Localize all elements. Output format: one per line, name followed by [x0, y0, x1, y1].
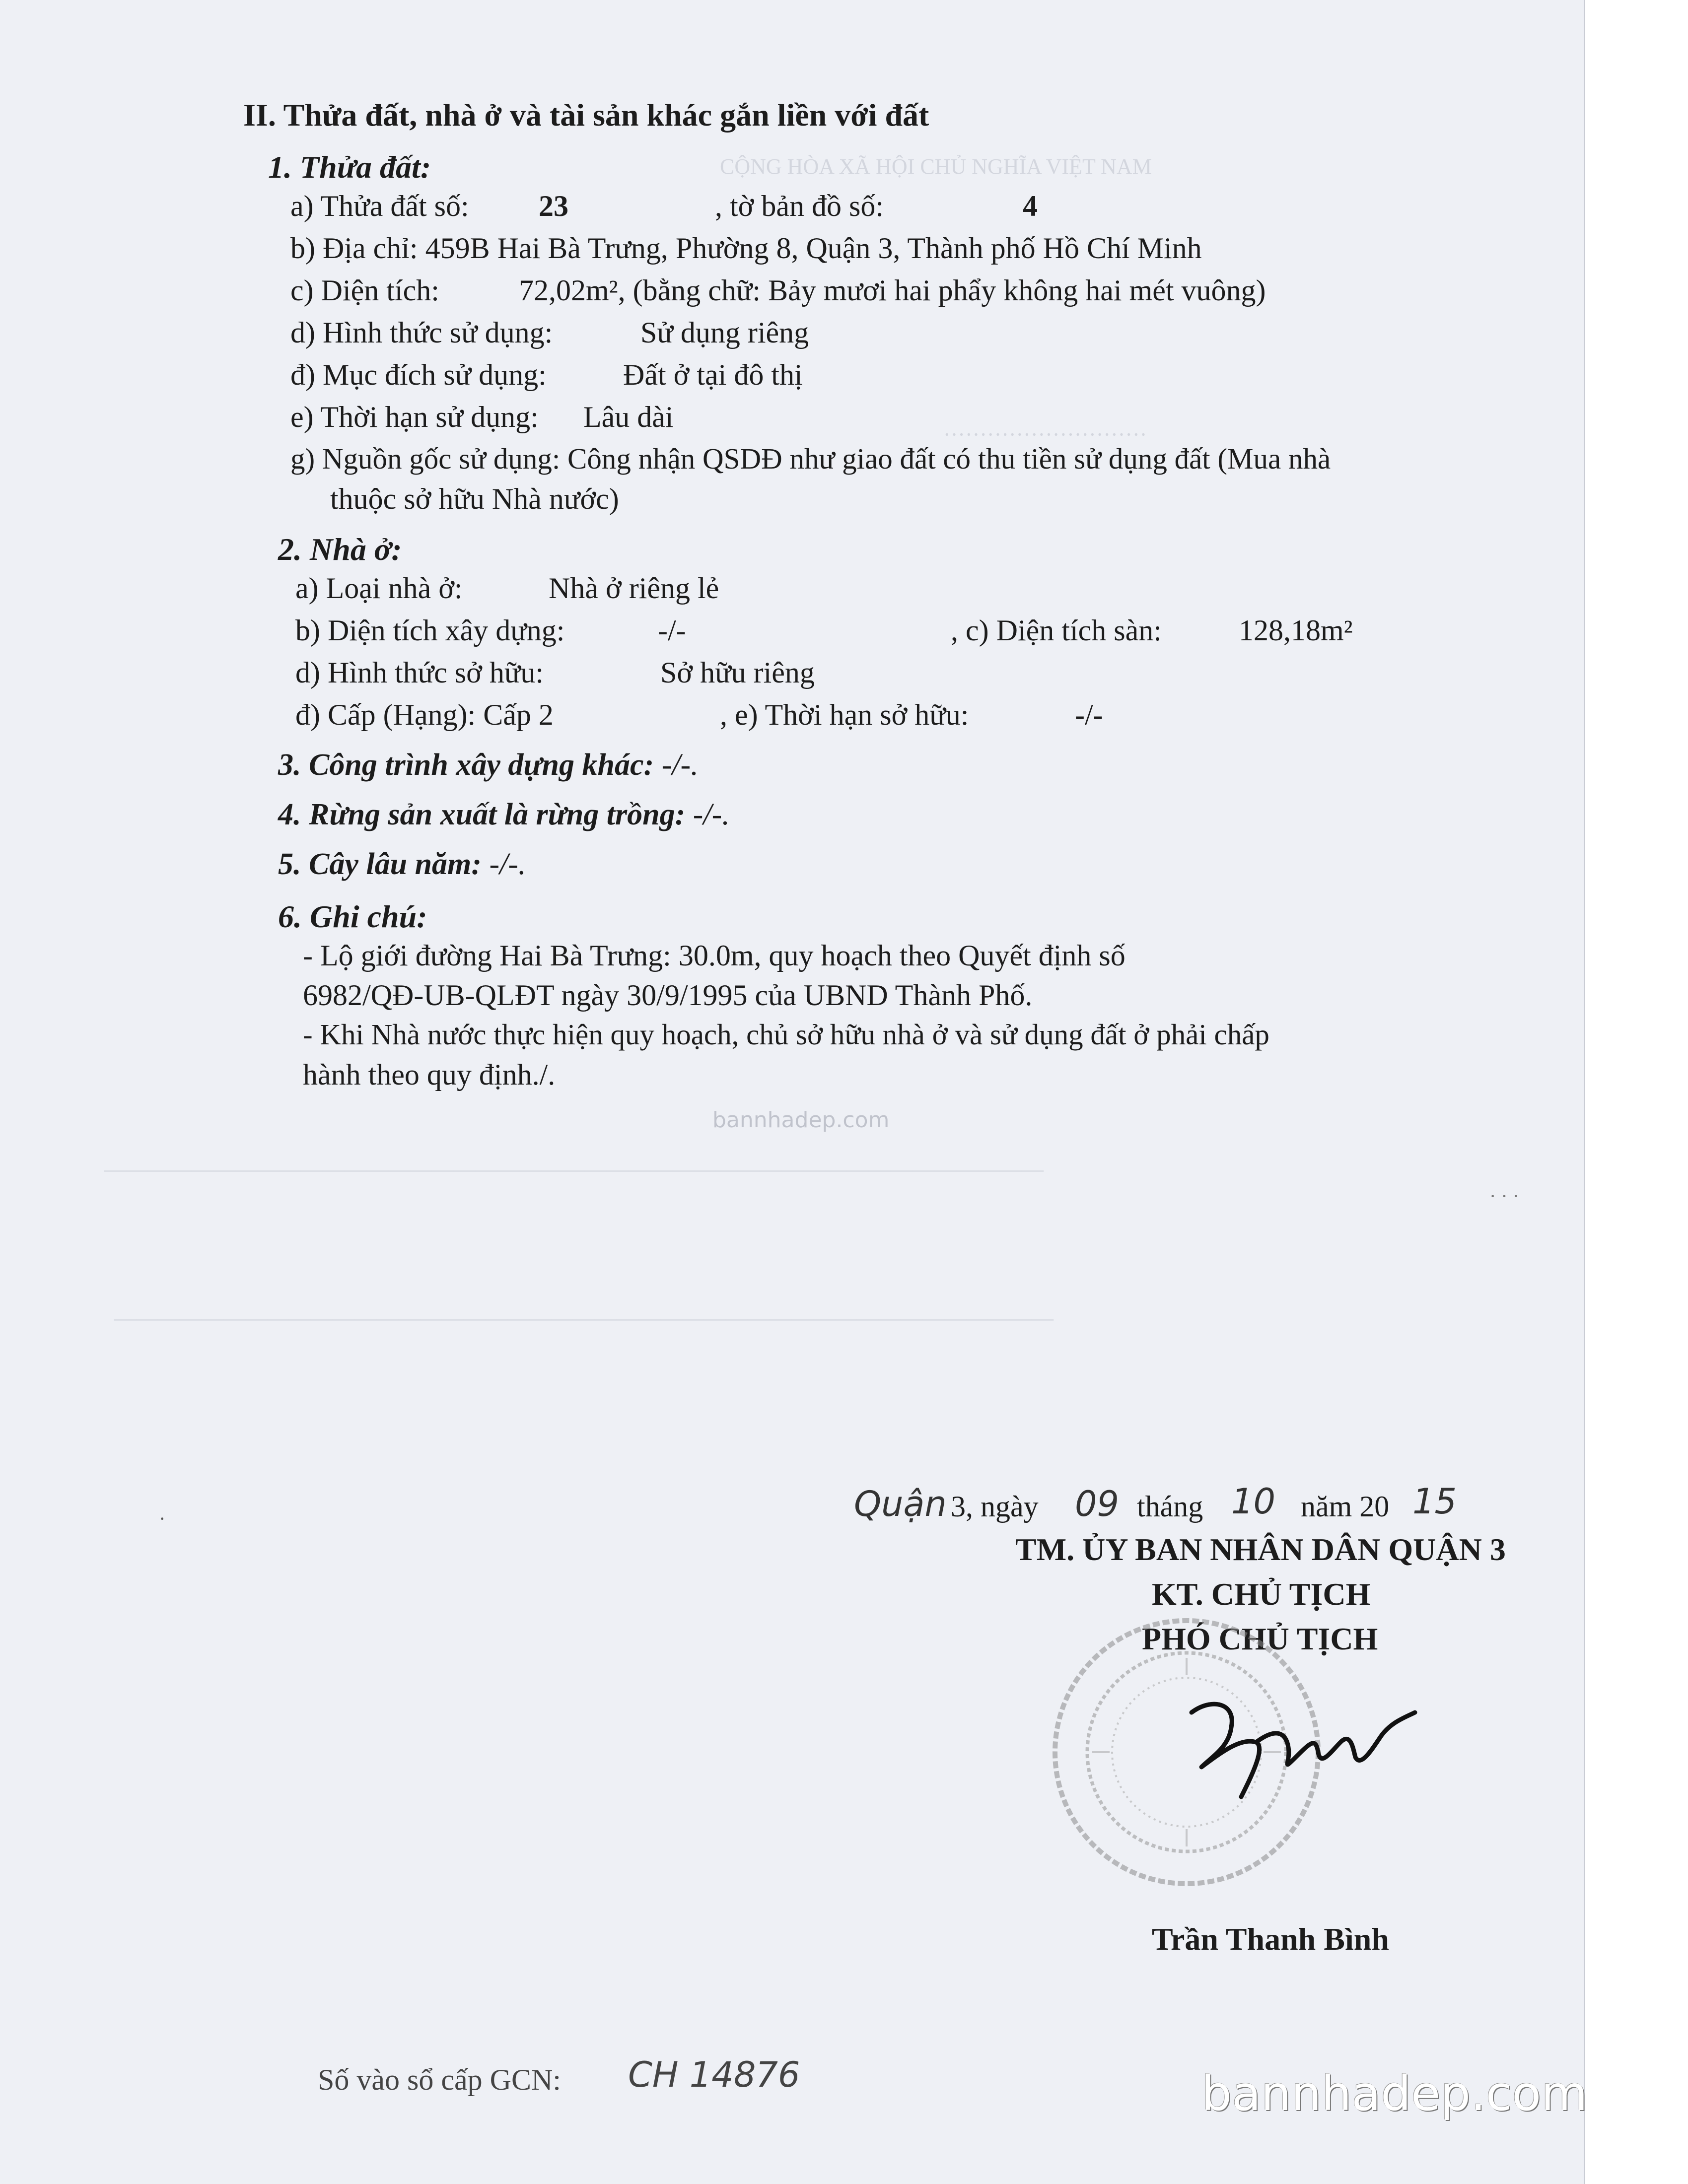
signature-icon	[1182, 1693, 1440, 1812]
build-area-value: -/-	[658, 614, 686, 647]
signer-position-1: KT. CHỦ TỊCH	[1152, 1576, 1371, 1612]
term-label: e) Thời hạn sử dụng:	[290, 401, 539, 433]
own-term-label: , e) Thời hạn sở hữu:	[720, 698, 969, 731]
other-construction-value: -/-.	[661, 748, 699, 782]
registry-label: Số vào sổ cấp GCN:	[318, 2063, 561, 2096]
forest-label: 4. Rừng sản xuất là rừng trồng:	[278, 798, 686, 831]
date-year-label: năm 20	[1301, 1490, 1390, 1523]
build-area-label: b) Diện tích xây dựng:	[295, 614, 565, 647]
perennial-label: 5. Cây lâu năm:	[278, 847, 482, 881]
section-title: II. Thửa đất, nhà ở và tài sản khác gắn liền với đất	[243, 97, 929, 133]
date-place-handwritten: Quận	[854, 1484, 947, 1524]
address-line: b) Địa chỉ: 459B Hai Bà Trưng, Phường 8, Quận 3, Thành phố Hồ Chí Minh	[290, 232, 1202, 265]
grade-line: đ) Cấp (Hạng): Cấp 2	[295, 698, 554, 731]
bleed-through-text: CỘNG HÒA XÃ HỘI CHỦ NGHĨA VIỆT NAM	[720, 154, 1152, 179]
map-sheet-number: 4	[1023, 190, 1038, 222]
signer-organization: TM. ỦY BAN NHÂN DÂN QUẬN 3	[1015, 1532, 1506, 1567]
date-place-printed: 3, ngày	[951, 1490, 1039, 1523]
notes-line-1: - Lộ giới đường Hai Bà Trưng: 30.0m, quy hoạch theo Quyết định số	[303, 939, 1125, 972]
date-year-handwritten: 15	[1412, 1481, 1457, 1522]
map-sheet-label: , tờ bản đồ số:	[715, 190, 884, 222]
area-label: c) Diện tích:	[290, 274, 439, 307]
notes-line-2: 6982/QĐ-UB-QLĐT ngày 30/9/1995 của UBND Thành Phố.	[303, 979, 1033, 1012]
notes-heading: 6. Ghi chú:	[278, 899, 427, 934]
land-heading: 1. Thửa đất:	[268, 149, 431, 185]
ownership-label: d) Hình thức sở hữu:	[295, 656, 544, 689]
signer-name: Trần Thanh Bình	[1152, 1921, 1389, 1957]
forest-value: -/-.	[693, 798, 730, 831]
other-construction-line	[278, 750, 699, 780]
use-form-label: d) Hình thức sử dụng:	[290, 316, 553, 349]
ownership-value: Sở hữu riêng	[660, 656, 815, 689]
own-term-value: -/-	[1075, 698, 1103, 731]
watermark-center: bannhadep.com	[712, 1107, 890, 1133]
house-heading: 2. Nhà ở:	[278, 532, 402, 567]
parcel-number: 23	[539, 190, 568, 222]
bleed-through-text: ———————————————————————————————————————————	[114, 1306, 1054, 1330]
term-value: Lâu dài	[583, 401, 674, 433]
registry-number: CH 14876	[628, 2054, 800, 2095]
perennial-line	[278, 849, 526, 880]
origin-line-2: thuộc sở hữu Nhà nước)	[330, 482, 619, 515]
date-month-label: tháng	[1137, 1490, 1203, 1523]
parcel-label: a) Thửa đất số:	[290, 190, 469, 222]
watermark-corner: bannhadep.com	[1201, 2066, 1588, 2121]
other-construction-label: 3. Công trình xây dựng khác:	[278, 748, 654, 782]
area-value: 72,02m², (bằng chữ: Bảy mươi hai phẩy không hai mét vuông)	[519, 274, 1266, 307]
bleed-through-text: ····························	[943, 422, 1147, 447]
forest-line	[278, 799, 730, 830]
purpose-label: đ) Mục đích sử dụng:	[290, 358, 547, 391]
house-type-label: a) Loại nhà ở:	[295, 572, 463, 605]
floor-area-value: 128,18m²	[1239, 614, 1353, 647]
bleed-through-text: ———————————————————————————————————————————	[104, 1157, 1044, 1181]
notes-line-4: hành theo quy định./.	[303, 1058, 556, 1091]
purpose-value: Đất ở tại đô thị	[623, 358, 803, 391]
date-day: 09	[1075, 1484, 1120, 1524]
house-type-value: Nhà ở riêng lẻ	[549, 572, 719, 605]
floor-area-label: , c) Diện tích sàn:	[951, 614, 1162, 647]
origin-line-1: g) Nguồn gốc sử dụng: Công nhận QSDĐ như giao đất có thu tiền sử dụng đất (Mua nhà	[290, 442, 1331, 475]
signer-position-2: PHÓ CHỦ TỊCH	[1142, 1621, 1378, 1656]
date-month: 10	[1231, 1481, 1276, 1522]
use-form-value: Sử dụng riêng	[640, 316, 809, 349]
scan-speck: · · ·	[1489, 1185, 1519, 1207]
perennial-value: -/-.	[489, 847, 526, 881]
scan-speck: ·	[159, 1507, 166, 1530]
notes-line-3: - Khi Nhà nước thực hiện quy hoạch, chủ sở hữu nhà ở và sử dụng đất ở phải chấp	[303, 1018, 1269, 1051]
